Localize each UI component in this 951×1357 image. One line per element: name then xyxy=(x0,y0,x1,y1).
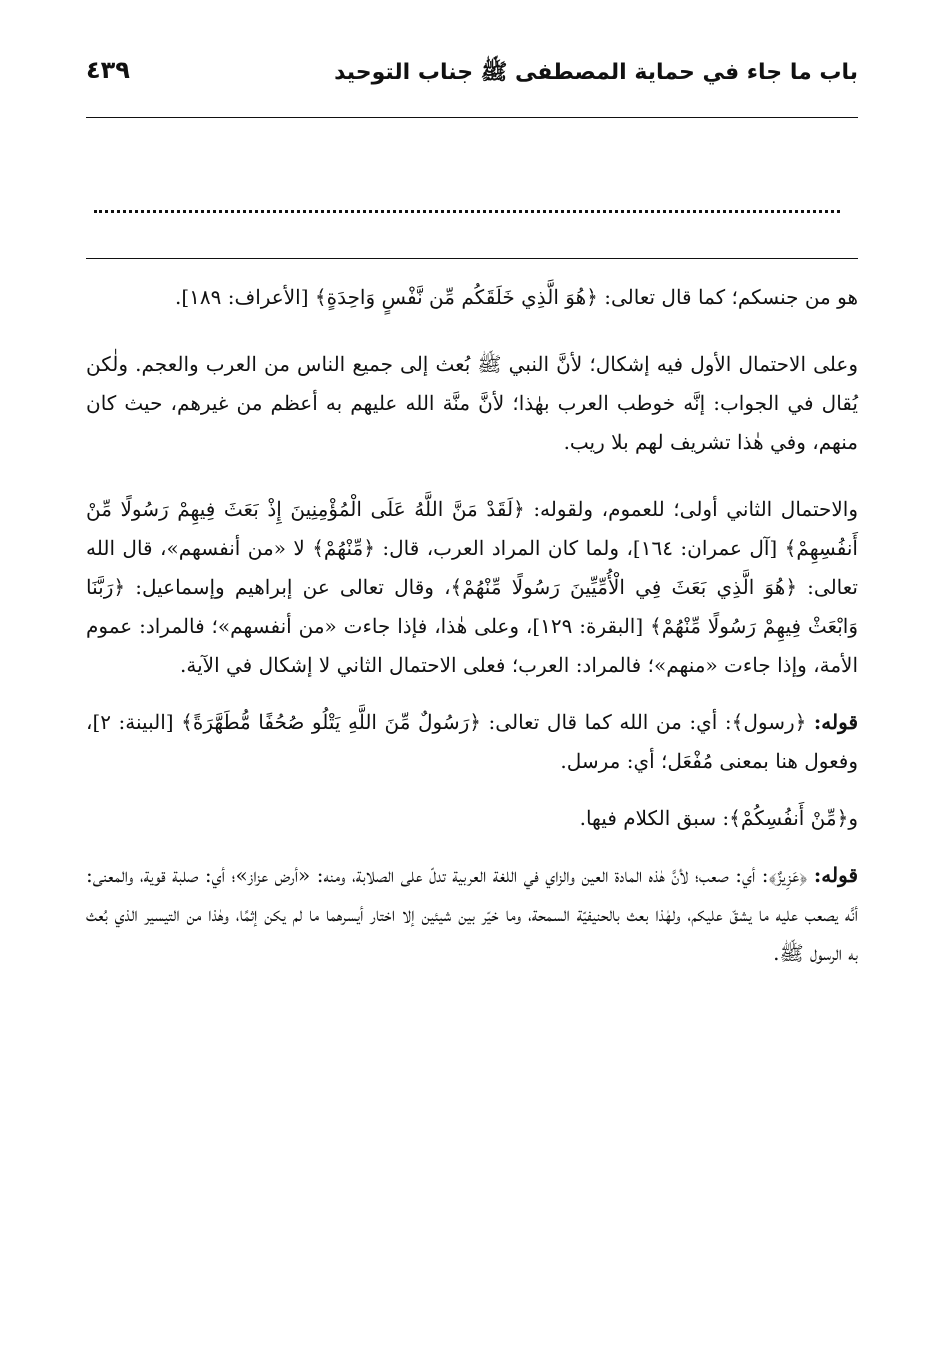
page-header xyxy=(86,50,858,108)
paragraph-text: ﴿رسول﴾: أي: من الله كما قال تعالى: ﴿رَسُولٌ مِّنَ اللَّهِ يَتْلُو صُحُفًا مُّطَهَّرَةً﴾ [البينة: ٢]، وفعول هنا بمعنى مُفْعَل؛ أي: مرسل. xyxy=(86,710,858,773)
paragraph xyxy=(86,278,858,317)
header-rule xyxy=(86,117,858,118)
paragraph-text: والاحتمال الثاني أولى؛ للعموم، ولقوله: ﴿لَقَدْ مَنَّ اللَّهُ عَلَى الْمُؤْمِنِينَ إِذْ بَعَثَ فِيهِمْ رَسُولًا مِّنْ أَنفُسِهِمْ﴾ [آل عمران: ١٦٤]، ولما كان المراد العرب، قال: ﴿مِّنْهُمْ﴾ لا «من أنفسهم»، قال الله تعالى: ﴿هُوَ الَّذِي بَعَثَ فِي الْأُمِّيِّينَ رَسُولًا مِّنْهُمْ﴾، وقال تعالى عن إبراهيم وإسماعيل: ﴿رَبَّنَا وَابْعَثْ فِيهِمْ رَسُولًا مِّنْهُمْ﴾ [البقرة: ١٢٩]، وعلى هٰذا، فإذا جاءت «من أنفسهم»؛ فالمراد: عموم الأمة، وإذا جاءت «منهم»؛ فالمراد: العرب؛ فعلى الاحتمال الثاني لا إشكال في الآية. xyxy=(86,497,858,677)
book-page xyxy=(86,50,858,1330)
paragraph xyxy=(86,799,858,838)
paragraph xyxy=(86,856,858,973)
paragraph-text: وعلى الاحتمال الأول فيه إشكال؛ لأنَّ النبي ﷺ بُعث إلى جميع الناس من العرب والعجم. ولٰكن يُقال في الجواب: إنَّه خوطب العرب بهٰذا؛ لأنَّ منَّة الله عليهم به أعظم من غيرهم، حيث كان منهم، وفي هٰذا تشريف لهم بلا ريب. xyxy=(86,352,858,454)
paragraph xyxy=(86,703,858,781)
paragraph-text: ﴿عَزِيزٌ﴾: أي: صعب؛ لأنَّ هٰذه المادة العين والزاي في اللغة العربية تدلّ على الصلابة، ومنه: «أرض عزاز»؛ أي: صلبة قوية، والمعنى: أنَّه يصعب عليه ما يشقّ عليكم، ولهٰذا بعث بالحنيفيّة السمحة، وما خيّر بين شيئين إلا اختار أيسرهما ما لم يكن إثمًا، وهٰذا من التيسير الذي بُعث به الرسول ﷺ. xyxy=(86,863,858,965)
paragraph-lead: قوله: xyxy=(813,710,858,734)
section-rule xyxy=(86,258,858,259)
running-title: باب ما جاء في حماية المصطفى ﷺ جناب التوحيد xyxy=(334,60,858,85)
paragraph-text: هو من جنسكم؛ كما قال تعالى: ﴿هُوَ الَّذِي خَلَقَكُم مِّن نَّفْسٍ وَاحِدَةٍ﴾ [الأعراف: ١٨٩]. xyxy=(174,285,858,309)
paragraph-lead: قوله: xyxy=(813,863,858,887)
page-number: ٤٣٩ xyxy=(86,56,130,84)
paragraph-text: و﴿مِّنْ أَنفُسِكُمْ﴾: سبق الكلام فيها. xyxy=(579,806,858,830)
dotted-separator xyxy=(94,210,840,213)
paragraph xyxy=(86,345,858,462)
paragraph xyxy=(86,490,858,685)
body-text xyxy=(86,278,858,1001)
